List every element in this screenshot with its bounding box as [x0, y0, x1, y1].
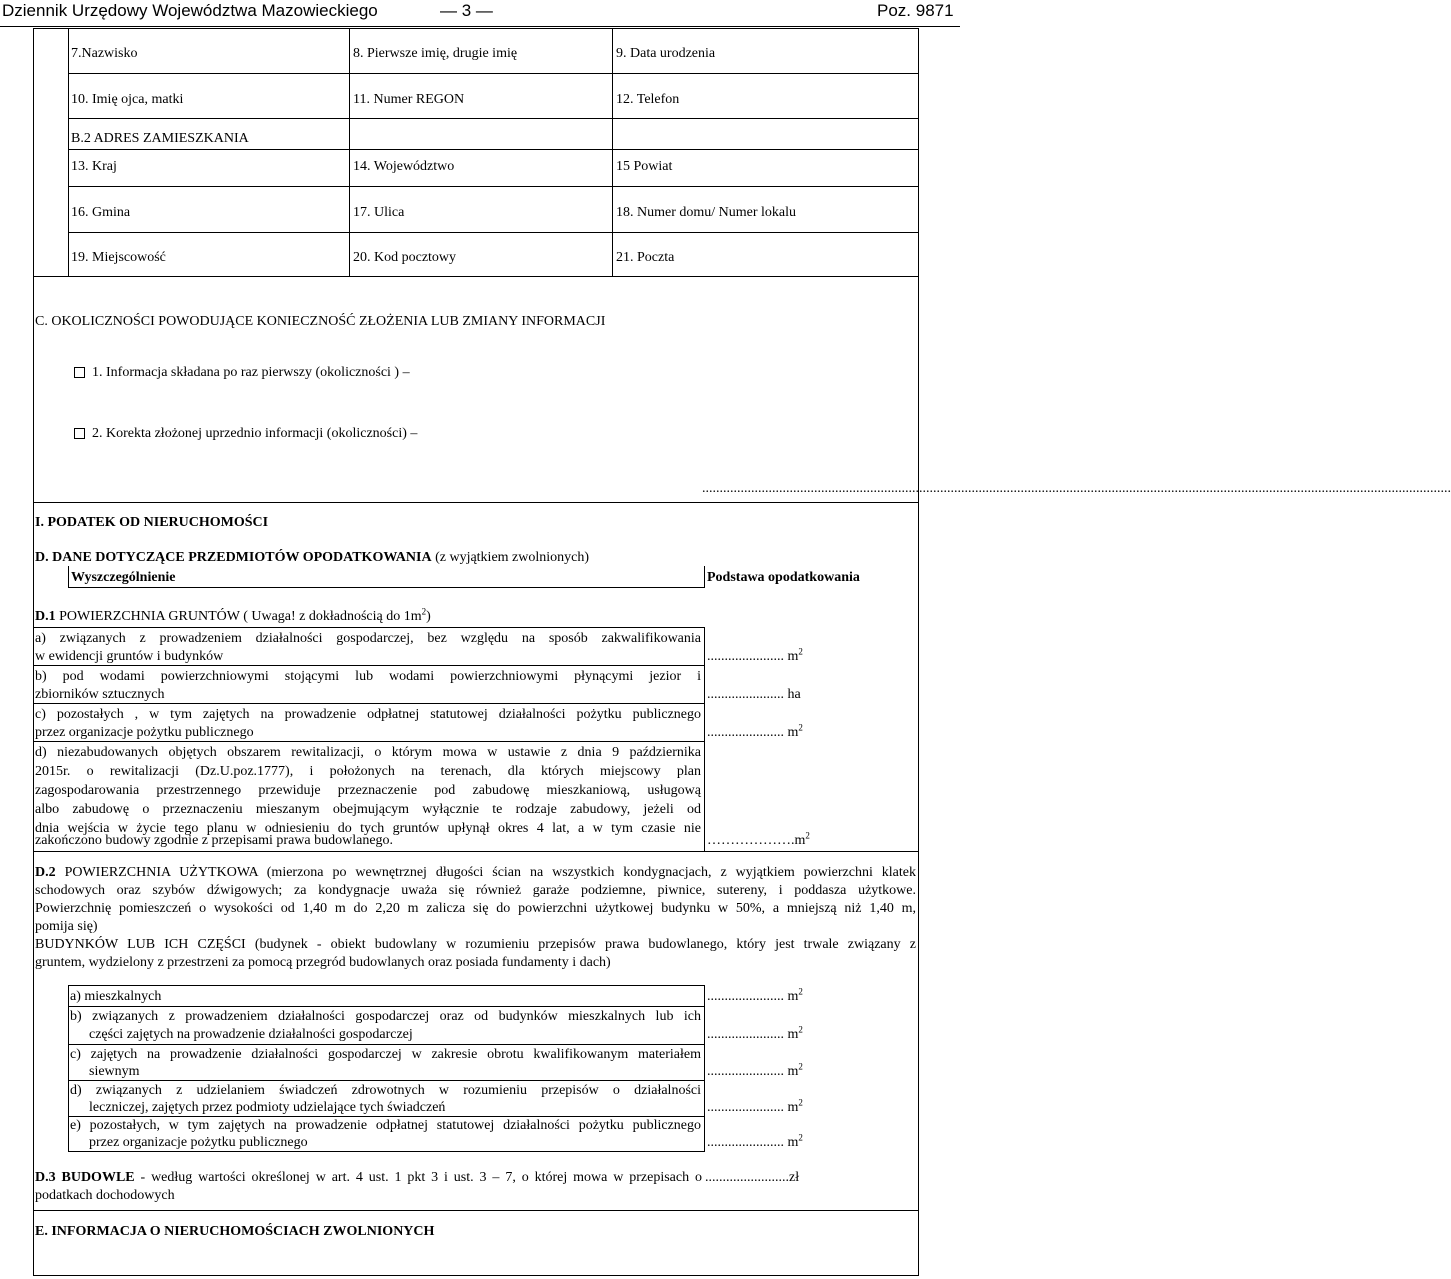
d2-intro-line2: schodowych oraz szybów dźwigowych; za kondygnacje uważa się również garaże podziemne, piwnice, sutereny, i poddasza użytkowe.: [35, 883, 916, 898]
grid-line: [68, 186, 919, 187]
field-17-street[interactable]: 17. Ulica: [353, 205, 405, 220]
d2-intro-line4: pomija się): [35, 919, 98, 934]
grid-line: [68, 985, 69, 1152]
section-e-title: E. INFORMACJA O NIERUCHOMOŚCIACH ZWOLNIONYCH: [35, 1224, 435, 1239]
section-b2-title: B.2 ADRES ZAMIESZKANIA: [71, 131, 249, 146]
d1-b-line1: b) pod wodami powierzchniowymi stojącymi lub wodami powierzchniowymi płynącymi jezior i: [35, 669, 701, 684]
grid-line: [349, 28, 350, 276]
d1-d-line3: zagospodarowania przestrzennego przewiduje przeznaczenie pod zabudowę mieszkaniową, usługową: [35, 783, 701, 798]
section-d-note: (z wyjątkiem zwolnionych): [431, 550, 590, 565]
section-c-title: C. OKOLICZNOŚCI POWODUJĄCE KONIECZNOŚĆ ZŁOŻENIA LUB ZMIANY INFORMACJI: [35, 314, 606, 329]
grid-line: [33, 276, 919, 277]
d1-d-line4: albo zabudowę o przeznaczeniu mieszanym obejmującym wyłącznie te rodzaje zabudowy, jeżeli od: [35, 802, 701, 817]
d2-c-line2: siewnym: [89, 1064, 140, 1079]
grid-line: [68, 566, 69, 588]
d2-intro-line6: gruntem, wydzielony z przestrzeni za pomocą przegród budowlanych oraz posiada fundamenty i dach): [35, 955, 611, 970]
d2-e-line2: przez organizacje pożytku publicznego: [89, 1135, 308, 1150]
checkbox-first-submission[interactable]: [74, 367, 85, 378]
section-divider: [33, 502, 919, 503]
checkbox-correction[interactable]: [74, 428, 85, 439]
d1-c-line1: c) pozostałych , w tym zajętych na prowadzenie odpłatnej statutowej działalności pożytku publicznego: [35, 707, 701, 722]
field-16-municipality[interactable]: 16. Gmina: [71, 205, 131, 220]
d1-a-line1: a) związanych z prowadzeniem działalności gospodarczej, bez względu na sposób zakwalifikowania: [35, 631, 701, 646]
grid-line: [33, 703, 705, 704]
grid-line: [33, 627, 705, 628]
grid-line: [68, 149, 919, 150]
d2-e-value: ...................... $m^2$: [707, 1132, 803, 1150]
d2-intro-line3: Powierzchnię pomieszczeń o wysokości od 1,40 m do 2,20 m zalicza się do powierzchni użytkowej budynku w 50%, a mniejszą niż 1,40 m,: [35, 901, 916, 916]
grid-line: [704, 566, 705, 588]
d1-a-line2: w ewidencji gruntów i budynków: [35, 649, 224, 664]
d3-label: D.3 BUDOWLE: [35, 1170, 135, 1185]
d2-c-line1: c) zajętych na prowadzenie działalności gospodarczej w zakresie obrotu kwalifikowanym materiałem: [70, 1047, 701, 1062]
grid-line: [68, 1044, 705, 1045]
circumstances-dots[interactable]: ......................................................................................................................................................................................................................: [702, 481, 1451, 496]
grid-line: [704, 985, 705, 1152]
d1-b-value[interactable]: ...................... ha: [707, 687, 801, 702]
d3-value[interactable]: ........................zł: [705, 1170, 800, 1185]
section-divider: [33, 1210, 919, 1211]
field-11-regon[interactable]: 11. Numer REGON: [353, 92, 465, 107]
field-8-first-names[interactable]: 8. Pierwsze imię, drugie imię: [353, 46, 518, 61]
d1-c-value: ...................... $m^2$: [707, 722, 803, 740]
d2-b-line1: b) związanych z prowadzeniem działalności gospodarczej oraz od budynków mieszkalnych lub ich: [70, 1009, 701, 1024]
d2-d-line2: leczniczej, zajętych przez podmioty udzielające tych świadczeń: [89, 1100, 446, 1115]
grid-line: [612, 28, 613, 276]
option-correction-label: 2. Korekta złożonej uprzednio informacji (okoliczności) –: [92, 426, 418, 441]
grid-line: [33, 741, 705, 742]
grid-line: [704, 627, 705, 851]
grid-line: [68, 73, 919, 74]
grid-line: [68, 985, 705, 986]
grid-line: [68, 1006, 705, 1007]
option-first-submission-label: 1. Informacja składana po raz pierwszy (okoliczności ) –: [92, 365, 410, 380]
d1-c-line2: przez organizacje pożytku publicznego: [35, 725, 254, 740]
field-10-parents-names[interactable]: 10. Imię ojca, matki: [71, 92, 184, 107]
column-specification: Wyszczególnienie: [71, 570, 176, 585]
field-12-phone[interactable]: 12. Telefon: [616, 92, 680, 107]
grid-line: [33, 665, 705, 666]
field-7-surname[interactable]: 7.Nazwisko: [71, 46, 138, 61]
field-19-town[interactable]: 19. Miejscowość: [71, 250, 166, 265]
field-20-postal-code[interactable]: 20. Kod pocztowy: [353, 250, 457, 265]
page-number: — 3 —: [440, 1, 493, 20]
d2-b-value: ...................... $m^2$: [707, 1024, 803, 1042]
d1-d-value: $\dots\dots\dots\dots\dots\dots.m^2$: [707, 830, 810, 848]
d2-intro-line1: D.2 POWIERZCHNIA UŻYTKOWA (mierzona po wewnętrznej długości ścian na wszystkich kondygnacjach, z wyjątkiem powierzchni klatek: [35, 865, 916, 880]
d1-a-value: ...................... $m^2$: [707, 646, 803, 664]
field-9-birth-date[interactable]: 9. Data urodzenia: [616, 46, 716, 61]
field-21-post-office[interactable]: 21. Poczta: [616, 250, 675, 265]
d3-line2: podatkach dochodowych: [35, 1188, 175, 1203]
d1-d-line1: d) niezabudowanych objętych obszarem rewitalizacji, o którym mowa w ustawie z dnia 9 października: [35, 745, 701, 760]
grid-line: [68, 28, 69, 276]
grid-line: [68, 1151, 705, 1152]
d1-b-line2: zbiorników sztucznych: [35, 687, 165, 702]
d1-d-line6: zakończono budowy zgodnie z przepisami prawa budowlanego.: [35, 833, 394, 848]
d1-d-line5: dnia wejścia w życie tego planu w odniesieniu do tych gruntów upłynął okres 4 lat, a w tym czasie nie: [35, 821, 701, 836]
grid-line: [68, 232, 919, 233]
field-15-county[interactable]: 15 Powiat: [616, 159, 673, 174]
d2-b-line2: części zajętych na prowadzenie działalności gospodarczej: [89, 1027, 413, 1042]
journal-title: Dziennik Urzędowy Województwa Mazowieckiego: [2, 1, 378, 20]
field-13-country[interactable]: 13. Kraj: [71, 159, 117, 174]
d2-a-label: a) mieszkalnych: [70, 989, 162, 1004]
d2-c-value: ...................... $m^2$: [707, 1061, 803, 1079]
field-18-house-number[interactable]: 18. Numer domu/ Numer lokalu: [616, 205, 797, 220]
page-header: [0, 0, 960, 27]
section-divider: [33, 851, 919, 852]
d2-a-value: ...................... $m^2$: [707, 986, 803, 1004]
section-i-title: I. PODATEK OD NIERUCHOMOŚCI: [35, 515, 269, 530]
grid-line: [68, 1080, 705, 1081]
grid-line: [68, 587, 705, 588]
field-14-voivodeship[interactable]: 14. Województwo: [353, 159, 455, 174]
d2-d-value: ...................... $m^2$: [707, 1097, 803, 1115]
section-d1-title: POWIERZCHNIA GRUNTÓW ( Uwaga! z dokładnością do 1m: [55, 609, 422, 624]
position-number: Poz. 9871: [877, 1, 954, 20]
d2-intro-line5: BUDYNKÓW LUB ICH CZĘŚCI (budynek - obiekt budowlany w rozumieniu przepisów prawa budowlanego, który jest trwale związany z: [35, 937, 916, 952]
section-d-title: D. DANE DOTYCZĄCE PRZEDMIOTÓW OPODATKOWANIA: [35, 550, 432, 565]
grid-line: [68, 118, 919, 119]
d1-d-line2: 2015r. o rewitalizacji (Dz.U.poz.1777), i położonych na terenach, dla których miejscowy plan: [35, 764, 701, 779]
d3-line1: D.3 BUDOWLE - według wartości określonej w art. 4 ust. 1 pkt 3 i ust. 3 – 7, o której mowa w przepisach o: [35, 1170, 702, 1185]
d2-d-line1: d) związanych z udzielaniem świadczeń zdrowotnych w rozumieniu przepisów o działalności: [70, 1083, 701, 1098]
column-tax-base: Podstawa opodatkowania: [707, 570, 860, 585]
d2-e-line1: e) pozostałych, w tym zajętych na prowadzenie odpłatnej statutowej działalności pożytku publicznego: [70, 1118, 701, 1133]
section-d1-label: D.1: [35, 609, 56, 624]
